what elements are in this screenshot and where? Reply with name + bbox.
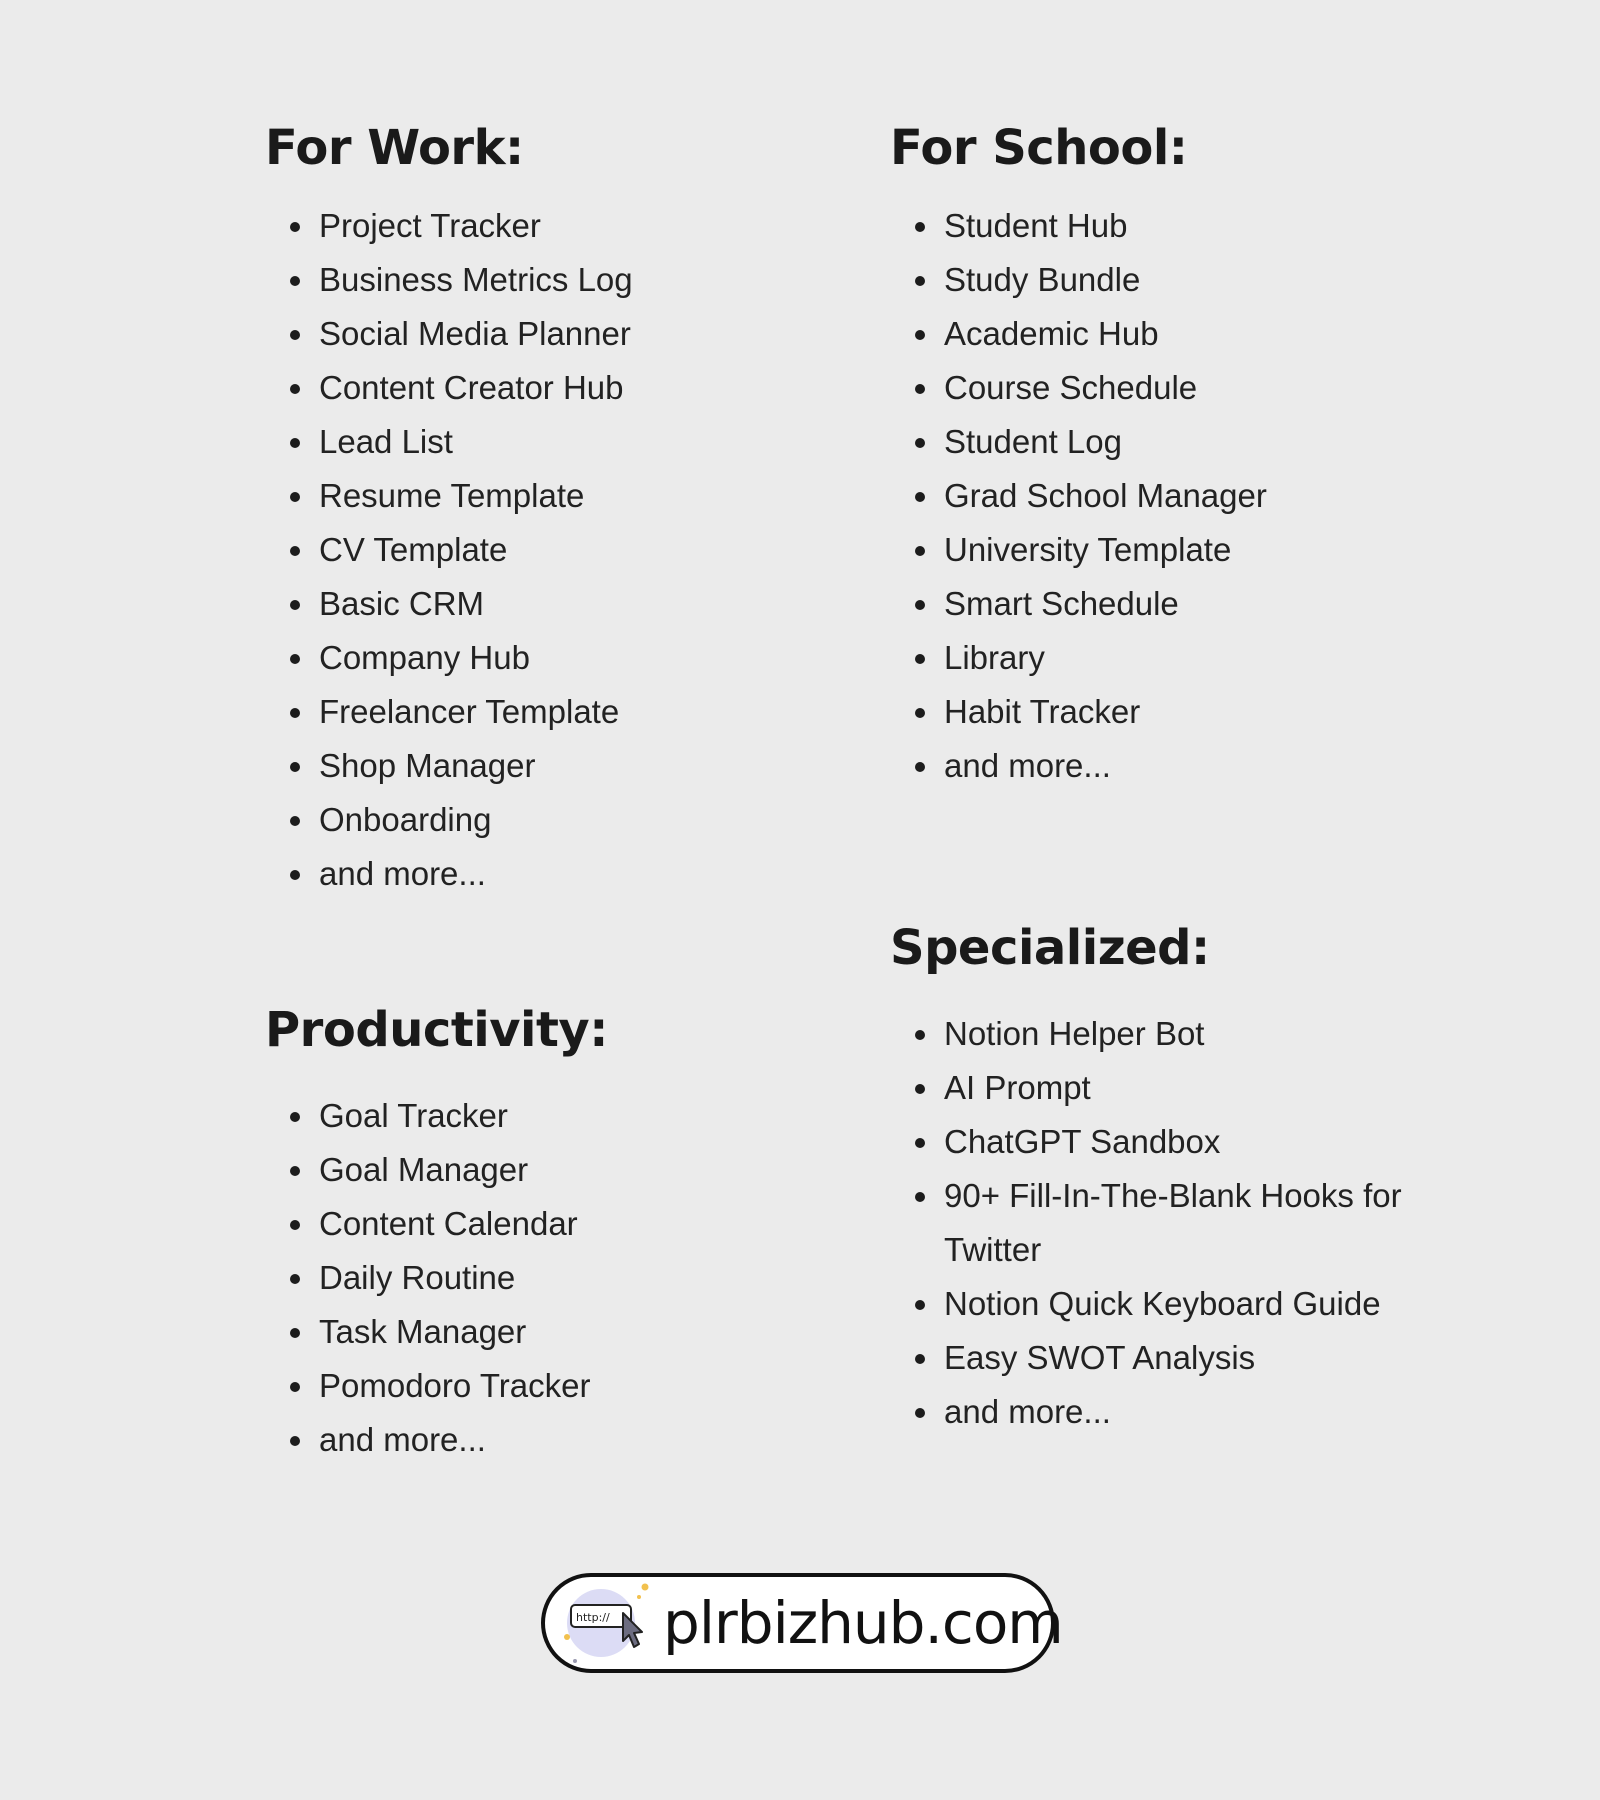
- list-item: and more...: [265, 847, 825, 901]
- http-label: http://: [576, 1611, 610, 1624]
- list-item: Social Media Planner: [265, 307, 825, 361]
- list-item: Course Schedule: [890, 361, 1450, 415]
- list-item: Goal Tracker: [265, 1089, 825, 1143]
- list-item: CV Template: [265, 523, 825, 577]
- section-title-specialized: Specialized:: [890, 920, 1210, 976]
- browser-cursor-icon: [561, 1577, 653, 1669]
- list-item: Smart Schedule: [890, 577, 1450, 631]
- list-item: Study Bundle: [890, 253, 1450, 307]
- list-item: Goal Manager: [265, 1143, 825, 1197]
- list-item: Notion Quick Keyboard Guide: [890, 1277, 1404, 1331]
- list-item: Shop Manager: [265, 739, 825, 793]
- section-title-productivity: Productivity:: [265, 1002, 608, 1058]
- list-item: Habit Tracker: [890, 685, 1450, 739]
- list-item: 90+ Fill-In-The-Blank Hooks for Twitter: [890, 1169, 1404, 1277]
- list-item: Basic CRM: [265, 577, 825, 631]
- list-item: Daily Routine: [265, 1251, 825, 1305]
- list-item: Project Tracker: [265, 199, 825, 253]
- list-item: Pomodoro Tracker: [265, 1359, 825, 1413]
- list-productivity: [265, 1089, 825, 1467]
- list-item: ChatGPT Sandbox: [890, 1115, 1404, 1169]
- list-item: Easy SWOT Analysis: [890, 1331, 1404, 1385]
- list-item: Company Hub: [265, 631, 825, 685]
- section-productivity: [265, 1000, 825, 1467]
- list-item: and more...: [890, 739, 1450, 793]
- section-specialized: [890, 918, 1450, 1439]
- section-title-for-school: For School:: [890, 120, 1188, 176]
- list-item: University Template: [890, 523, 1450, 577]
- section-title-for-work: For Work:: [265, 120, 524, 176]
- website-url-text[interactable]: plrbizhub.com: [663, 1589, 1063, 1657]
- list-item: Lead List: [265, 415, 825, 469]
- list-item: Library: [890, 631, 1450, 685]
- list-specialized: [890, 1007, 1450, 1439]
- list-item: Student Log: [890, 415, 1450, 469]
- list-item: and more...: [265, 1413, 825, 1467]
- list-item: Freelancer Template: [265, 685, 825, 739]
- list-item: Business Metrics Log: [265, 253, 825, 307]
- list-item: Content Creator Hub: [265, 361, 825, 415]
- list-item: and more...: [890, 1385, 1404, 1439]
- list-item: Resume Template: [265, 469, 825, 523]
- list-item: AI Prompt: [890, 1061, 1404, 1115]
- section-for-work: [265, 118, 825, 901]
- list-for-school: [890, 199, 1450, 793]
- section-for-school: [890, 118, 1450, 793]
- website-link-pill[interactable]: [541, 1573, 1063, 1673]
- list-item: Grad School Manager: [890, 469, 1450, 523]
- list-item: Notion Helper Bot: [890, 1007, 1404, 1061]
- list-item: Student Hub: [890, 199, 1450, 253]
- list-for-work: [265, 199, 825, 901]
- list-item: Academic Hub: [890, 307, 1450, 361]
- list-item: Content Calendar: [265, 1197, 825, 1251]
- list-item: Task Manager: [265, 1305, 825, 1359]
- list-item: Onboarding: [265, 793, 825, 847]
